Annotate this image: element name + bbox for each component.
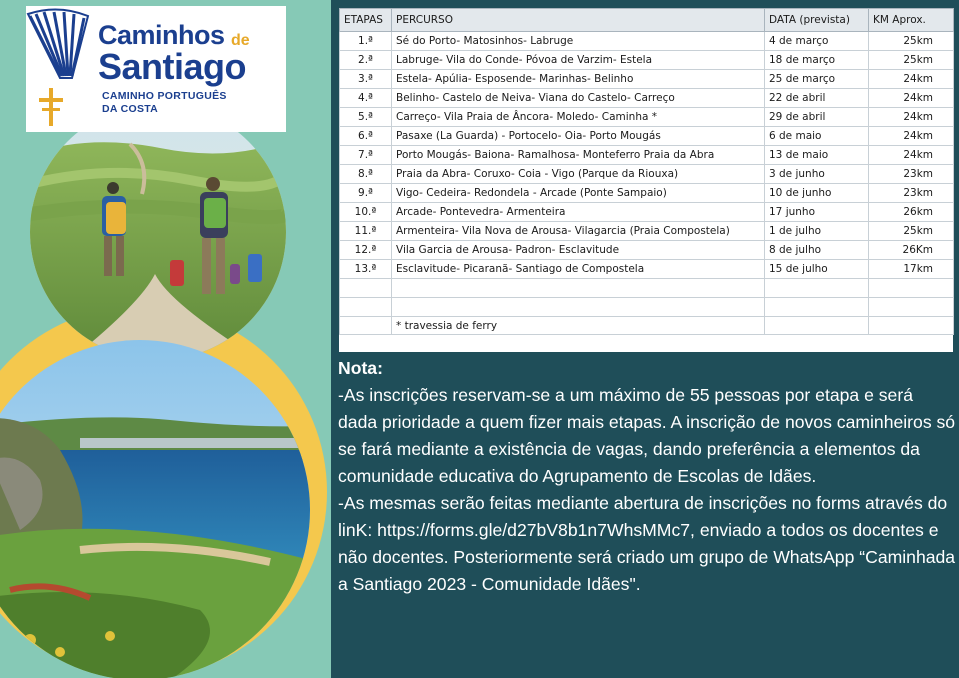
table-row (340, 241, 954, 260)
cell-km: 25km (869, 222, 954, 241)
nota-title: Nota: (338, 358, 383, 378)
cell-km: 26Km (869, 241, 954, 260)
cell-data: 6 de maio (765, 127, 869, 146)
empty-cell (392, 279, 765, 298)
cell-percurso: Praia da Abra- Coruxo- Coia - Vigo (Parque da Riouxa) (392, 165, 765, 184)
cell-data: 10 de junho (765, 184, 869, 203)
cell-percurso: Labruge- Vila do Conde- Póvoa de Varzim- Estela (392, 51, 765, 70)
table-header-row (340, 9, 954, 32)
cell-percurso: Porto Mougás- Baiona- Ramalhosa- Monteferro Praia da Abra (392, 146, 765, 165)
stages-table-container (339, 8, 953, 352)
empty-cell (869, 279, 954, 298)
empty-cell (340, 279, 392, 298)
cell-km: 26km (869, 203, 954, 222)
table-row (340, 146, 954, 165)
cell-km: 25km (869, 51, 954, 70)
logo-title-de: de (231, 32, 250, 49)
ferry-footnote: * travessia de ferry (392, 317, 765, 335)
cell-percurso: Sé do Porto- Matosinhos- Labruge (392, 32, 765, 51)
cell-km: 24km (869, 127, 954, 146)
table-row (340, 51, 954, 70)
nota-paragraph-1: -As inscrições reservam-se a um máximo de 55 pessoas por etapa e será dada prioridade a quem fizer mais etapas. A inscrição de novos caminheiros só se fará mediante a existência de vagas, dando preferência a elementos da comunidade educativa do Agrupamento de Escolas de Idães. (338, 385, 956, 486)
cell-etapa: 3.ª (340, 70, 392, 89)
cell-km: 24km (869, 146, 954, 165)
cell-km: 24km (869, 108, 954, 127)
cell-data: 25 de março (765, 70, 869, 89)
cell-data: 18 de março (765, 51, 869, 70)
cell-etapa: 8.ª (340, 165, 392, 184)
cell-percurso: Esclavitude- Picaranã- Santiago de Compostela (392, 260, 765, 279)
table-footnote-row (340, 317, 954, 335)
cell-km: 25km (869, 32, 954, 51)
logo-subtitle-line2: DA COSTA (102, 103, 159, 115)
cell-km: 23km (869, 184, 954, 203)
cell-data: 13 de maio (765, 146, 869, 165)
table-row (340, 127, 954, 146)
hikers-photo (30, 104, 286, 360)
empty-cell (765, 279, 869, 298)
cell-data: 8 de julho (765, 241, 869, 260)
cell-etapa: 12.ª (340, 241, 392, 260)
cell-etapa: 7.ª (340, 146, 392, 165)
header-km: KM Aprox. (869, 9, 954, 32)
empty-cell (765, 317, 869, 335)
cell-percurso: Estela- Apúlia- Esposende- Marinhas- Belinho (392, 70, 765, 89)
empty-cell (765, 298, 869, 317)
caminhos-de-santiago-logo (26, 6, 286, 132)
cell-data: 17 junho (765, 203, 869, 222)
empty-cell (340, 317, 392, 335)
logo-title-line2: Santiago (98, 46, 247, 87)
cell-data: 22 de abril (765, 89, 869, 108)
cell-percurso: Armenteira- Vila Nova de Arousa- Vilagarcia (Praia Compostela) (392, 222, 765, 241)
table-row (340, 89, 954, 108)
table-row (340, 222, 954, 241)
table-row (340, 203, 954, 222)
header-etapas: ETAPAS (340, 9, 392, 32)
table-row (340, 70, 954, 89)
cell-data: 15 de julho (765, 260, 869, 279)
table-row (340, 184, 954, 203)
cell-etapa: 13.ª (340, 260, 392, 279)
cell-data: 29 de abril (765, 108, 869, 127)
nota-section (338, 355, 956, 598)
cell-percurso: Vigo- Cedeira- Redondela - Arcade (Ponte Sampaio) (392, 184, 765, 203)
logo-title-line1: Caminhos (98, 20, 225, 50)
table-row-empty (340, 298, 954, 317)
scallop-shell-icon (26, 6, 96, 132)
stages-table (339, 8, 954, 335)
cell-data: 4 de março (765, 32, 869, 51)
cell-etapa: 6.ª (340, 127, 392, 146)
table-row (340, 108, 954, 127)
table-row (340, 260, 954, 279)
table-row-empty (340, 279, 954, 298)
cell-etapa: 4.ª (340, 89, 392, 108)
cell-percurso: Belinho- Castelo de Neiva- Viana do Castelo- Carreço (392, 89, 765, 108)
cell-etapa: 11.ª (340, 222, 392, 241)
cell-etapa: 2.ª (340, 51, 392, 70)
cell-km: 24km (869, 70, 954, 89)
cell-km: 24km (869, 89, 954, 108)
cell-etapa: 10.ª (340, 203, 392, 222)
table-row (340, 32, 954, 51)
cell-data: 1 de julho (765, 222, 869, 241)
logo-subtitle-line1: CAMINHO PORTUGUÊS (102, 90, 227, 102)
empty-cell (340, 298, 392, 317)
cell-percurso: Arcade- Pontevedra- Armenteira (392, 203, 765, 222)
table-row (340, 165, 954, 184)
cell-data: 3 de junho (765, 165, 869, 184)
cell-etapa: 5.ª (340, 108, 392, 127)
cell-etapa: 1.ª (340, 32, 392, 51)
cell-km: 23km (869, 165, 954, 184)
cell-percurso: Pasaxe (La Guarda) - Portocelo- Oia- Porto Mougás (392, 127, 765, 146)
cell-percurso: Vila Garcia de Arousa- Padron- Esclavitude (392, 241, 765, 260)
header-percurso: PERCURSO (392, 9, 765, 32)
nota-paragraph-2: -As mesmas serão feitas mediante abertura de inscrições no forms através do linK: https://forms.gle/d27bV8b1n7WhsMMc7, enviado a todos os docentes e não docentes. Posteriormente será criado um grupo de WhatsApp “Caminhada a Santiago 2023 - Comunidade Idães". (338, 493, 956, 594)
cell-etapa: 9.ª (340, 184, 392, 203)
empty-cell (869, 298, 954, 317)
header-data: DATA (prevista) (765, 9, 869, 32)
cell-percurso: Carreço- Vila Praia de Âncora- Moledo- Caminha * (392, 108, 765, 127)
cell-km: 17km (869, 260, 954, 279)
left-panel (0, 0, 331, 678)
empty-cell (392, 298, 765, 317)
empty-cell (869, 317, 954, 335)
